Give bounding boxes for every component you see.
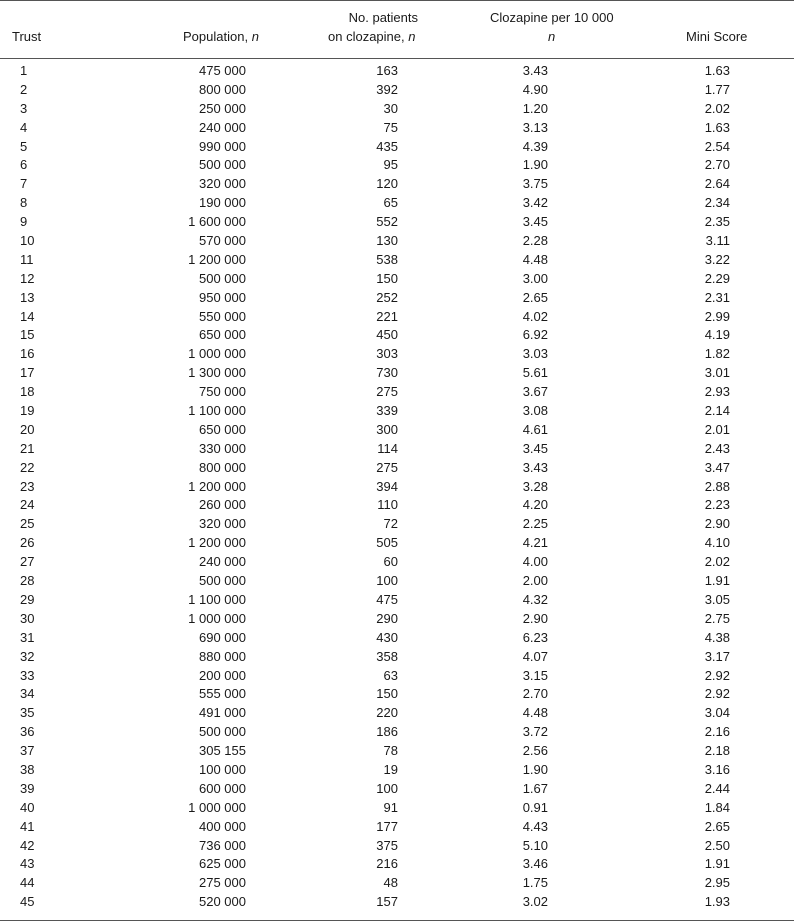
trust-cell: 3 [20,100,28,116]
mini-score-cell: 3.17 [704,648,730,664]
trust-cell: 37 [20,743,35,759]
patients-cell: 252 [376,289,398,305]
clozapine-rate-cell: 3.43 [522,459,548,475]
mini-score-cell: 2.99 [704,308,730,324]
clozapine-rate-cell: 1.75 [522,875,548,891]
patients-cell: 290 [376,610,398,626]
table-row [0,855,794,874]
mini-score-cell: 1.93 [704,894,730,910]
clozapine-rate-cell: 3.13 [522,119,548,135]
table-row [0,496,794,515]
mini-score-cell: 4.10 [704,535,730,551]
table-row [0,685,794,704]
table-row [0,515,794,534]
table-row [0,232,794,251]
patients-cell: 95 [383,157,398,173]
trust-cell: 20 [20,421,35,437]
mini-score-cell: 4.38 [704,629,730,645]
population-cell: 250 000 [199,100,246,116]
trust-cell: 44 [20,875,35,891]
mini-score-cell: 2.65 [704,818,730,834]
trust-cell: 1 [20,63,28,78]
population-cell: 990 000 [199,138,246,154]
trust-cell: 24 [20,497,35,513]
table-row [0,326,794,345]
patients-cell: 91 [383,799,398,815]
clozapine-rate-cell: 6.23 [522,629,548,645]
table-row [0,364,794,383]
table-row [0,572,794,591]
mini-score-cell: 2.92 [704,686,730,702]
population-cell: 750 000 [199,384,246,400]
patients-cell: 157 [376,894,398,910]
header-clozapine-unit [548,27,555,46]
table-bottom-rule [0,920,794,921]
trust-cell: 21 [20,440,35,456]
mini-score-cell: 2.88 [704,478,730,494]
trust-cell: 45 [20,894,35,910]
trust-cell: 17 [20,365,35,381]
patients-cell: 339 [376,403,398,419]
clozapine-rate-cell: 4.48 [522,251,548,267]
header-npatients-line2-wrap [328,27,415,46]
mini-score-cell: 2.02 [704,100,730,116]
population-cell: 500 000 [199,157,246,173]
trust-cell: 26 [20,535,35,551]
table-row [0,62,794,81]
population-cell: 500 000 [199,724,246,740]
table-row [0,270,794,289]
population-cell: 491 000 [199,705,246,721]
patients-cell: 375 [376,837,398,853]
header-clozapine: Clozapine per 10 000 [490,10,614,25]
population-cell: 650 000 [199,327,246,343]
trust-cell: 42 [20,837,35,853]
trust-cell: 4 [20,119,28,135]
population-cell: 880 000 [199,648,246,664]
trust-cell: 15 [20,327,35,343]
clozapine-rate-cell: 3.28 [522,478,548,494]
header-population-unit: n [251,29,259,44]
table-top-rule [0,0,794,1]
population-cell: 950 000 [199,289,246,305]
patients-cell: 730 [376,365,398,381]
trust-cell: 41 [20,818,35,834]
population-cell: 1 000 000 [188,346,246,362]
patients-cell: 63 [383,667,398,683]
mini-score-cell: 2.43 [704,440,730,456]
trust-cell: 34 [20,686,35,702]
clozapine-rate-cell: 2.56 [522,743,548,759]
mini-score-cell: 1.84 [704,799,730,815]
trust-cell: 10 [20,233,35,249]
patients-cell: 552 [376,214,398,230]
table-row [0,534,794,553]
population-cell: 736 000 [199,837,246,853]
population-cell: 400 000 [199,818,246,834]
trust-cell: 12 [20,270,35,286]
mini-score-cell: 2.34 [704,195,730,211]
patients-cell: 505 [376,535,398,551]
patients-cell: 100 [376,573,398,589]
population-cell: 240 000 [199,119,246,135]
table-row [0,100,794,119]
clozapine-rate-cell: 2.28 [522,233,548,249]
mini-score-cell: 2.44 [704,780,730,796]
population-cell: 100 000 [199,761,246,777]
mini-score-cell: 1.82 [704,346,730,362]
patients-cell: 110 [377,497,398,513]
mini-score-cell: 2.23 [704,497,730,513]
header-npatients-line1: No. patients [348,10,418,25]
mini-score-cell: 2.29 [704,270,730,286]
clozapine-rate-cell: 3.46 [522,856,548,872]
table-row [0,175,794,194]
clozapine-rate-cell: 2.25 [522,516,548,532]
header-population [183,27,259,46]
clozapine-rate-cell: 3.02 [522,894,548,910]
population-cell: 1 200 000 [188,478,246,494]
clozapine-rate-cell: 4.32 [522,591,548,607]
patients-cell: 358 [376,648,398,664]
trust-cell: 31 [20,629,35,645]
table-row [0,308,794,327]
clozapine-rate-cell: 1.67 [522,780,548,796]
clozapine-rate-cell: 1.90 [522,761,548,777]
table-row [0,667,794,686]
population-cell: 690 000 [199,629,246,645]
clozapine-rate-cell: 2.90 [522,610,548,626]
mini-score-cell: 1.77 [704,81,730,97]
trust-cell: 8 [20,195,28,211]
patients-cell: 450 [376,327,398,343]
trust-cell: 9 [20,214,28,230]
population-cell: 550 000 [199,308,246,324]
population-cell: 320 000 [199,176,246,192]
table-row [0,289,794,308]
population-cell: 240 000 [199,554,246,570]
clozapine-rate-cell: 3.45 [522,214,548,230]
clozapine-rate-cell: 2.65 [522,289,548,305]
trust-cell: 22 [20,459,35,475]
population-cell: 600 000 [199,780,246,796]
population-cell: 650 000 [199,421,246,437]
mini-score-cell: 1.91 [704,856,730,872]
header-population-label: Population, [183,29,249,44]
table-row [0,251,794,270]
trust-cell: 36 [20,724,35,740]
patients-cell: 100 [376,780,398,796]
header-npatients [328,8,418,27]
patients-cell: 475 [376,591,398,607]
patients-cell: 430 [376,629,398,645]
trust-cell: 19 [20,403,35,419]
clozapine-rate-cell: 6.92 [522,327,548,343]
header-npatients-line2: on clozapine, [328,29,405,44]
population-cell: 1 100 000 [188,403,246,419]
trust-cell: 29 [20,591,35,607]
patients-cell: 60 [383,554,398,570]
population-cell: 800 000 [199,459,246,475]
patients-cell: 275 [376,459,398,475]
clozapine-rate-cell: 3.15 [522,667,548,683]
population-cell: 260 000 [199,497,246,513]
mini-score-cell: 3.04 [704,705,730,721]
table-row [0,648,794,667]
patients-cell: 275 [376,384,398,400]
patients-cell: 538 [376,251,398,267]
clozapine-rate-cell: 0.91 [522,799,548,815]
trust-cell: 13 [20,289,35,305]
table-row [0,383,794,402]
table-row [0,459,794,478]
mini-score-cell: 1.91 [704,573,730,589]
table-row [0,138,794,157]
patients-cell: 392 [376,81,398,97]
mini-score-cell: 2.64 [704,176,730,192]
trust-cell: 43 [20,856,35,872]
patients-cell: 48 [383,875,398,891]
population-cell: 555 000 [199,686,246,702]
trust-cell: 11 [20,251,34,267]
population-cell: 190 000 [199,195,246,211]
trust-cell: 23 [20,478,35,494]
table-row [0,591,794,610]
population-cell: 570 000 [199,233,246,249]
mini-score-cell: 1.63 [704,63,730,78]
table-body [0,62,794,912]
clozapine-rate-cell: 4.39 [522,138,548,154]
table-row [0,837,794,856]
trust-cell: 7 [20,176,28,192]
population-cell: 1 000 000 [188,799,246,815]
clozapine-rate-cell: 4.20 [522,497,548,513]
table-row [0,742,794,761]
patients-cell: 130 [376,233,398,249]
table-row [0,81,794,100]
table-row [0,553,794,572]
header-trust: Trust [12,29,42,44]
population-cell: 800 000 [199,81,246,97]
clozapine-rate-cell: 4.21 [522,535,548,551]
population-cell: 520 000 [199,894,246,910]
patients-cell: 177 [376,818,398,834]
population-cell: 330 000 [199,440,246,456]
table-row [0,874,794,893]
clozapine-rate-cell: 2.00 [522,573,548,589]
clozapine-rate-cell: 4.61 [522,421,548,437]
patients-cell: 300 [376,421,398,437]
table-row [0,402,794,421]
trust-cell: 32 [20,648,35,664]
mini-score-cell: 3.01 [704,365,730,381]
mini-score-cell: 3.16 [704,761,730,777]
trust-cell: 30 [20,610,35,626]
clozapine-rate-cell: 3.08 [522,403,548,419]
clozapine-rate-cell: 3.75 [522,176,548,192]
clozapine-rate-cell: 1.90 [522,157,548,173]
table-row [0,440,794,459]
table-row [0,761,794,780]
mini-score-cell: 2.35 [704,214,730,230]
clozapine-rate-cell: 5.61 [522,365,548,381]
mini-score-cell: 2.14 [704,403,730,419]
mini-score-cell: 2.75 [704,610,730,626]
patients-cell: 435 [376,138,398,154]
clozapine-rate-cell: 5.10 [522,837,548,853]
trust-cell: 27 [20,554,35,570]
trust-cell: 39 [20,780,35,796]
clozapine-rate-cell: 4.90 [522,81,548,97]
clozapine-rate-cell: 1.20 [522,100,548,116]
mini-score-cell: 2.18 [704,743,730,759]
population-cell: 320 000 [199,516,246,532]
mini-score-cell: 3.22 [704,251,730,267]
clozapine-rate-cell: 4.48 [522,705,548,721]
patients-cell: 19 [383,761,398,777]
population-cell: 1 300 000 [188,365,246,381]
clozapine-rate-cell: 2.70 [522,686,548,702]
clozapine-rate-cell: 3.43 [522,63,548,78]
clozapine-rate-cell: 3.67 [522,384,548,400]
trust-cell: 6 [20,157,28,173]
patients-cell: 150 [376,686,398,702]
table-row [0,119,794,138]
patients-cell: 150 [376,270,398,286]
patients-cell: 303 [376,346,398,362]
trust-cell: 33 [20,667,35,683]
patients-cell: 114 [377,440,398,456]
population-cell: 1 100 000 [188,591,246,607]
trust-cell: 5 [20,138,28,154]
population-cell: 1 000 000 [188,610,246,626]
clozapine-rate-cell: 4.02 [522,308,548,324]
mini-score-cell: 2.50 [704,837,730,853]
population-cell: 305 155 [199,743,246,759]
table-row [0,818,794,837]
population-cell: 500 000 [199,573,246,589]
clozapine-rate-cell: 3.45 [522,440,548,456]
mini-score-cell: 3.05 [704,591,730,607]
population-cell: 500 000 [199,270,246,286]
mini-score-cell: 2.16 [704,724,730,740]
patients-cell: 221 [376,308,398,324]
trust-cell: 2 [20,81,28,97]
table-row [0,345,794,364]
header-rule [0,58,794,59]
patients-cell: 186 [376,724,398,740]
patients-cell: 120 [376,176,398,192]
table-row [0,421,794,440]
table-row [0,780,794,799]
mini-score-cell: 2.02 [704,554,730,570]
mini-score-cell: 2.95 [704,875,730,891]
trust-cell: 38 [20,761,35,777]
table-row [0,893,794,912]
table-row [0,704,794,723]
clozapine-rate-cell: 4.00 [522,554,548,570]
patients-cell: 163 [376,63,398,78]
trust-cell: 14 [20,308,35,324]
patients-cell: 75 [383,119,398,135]
patients-cell: 78 [383,743,398,759]
mini-score-cell: 3.47 [704,459,730,475]
clozapine-rate-cell: 3.42 [522,195,548,211]
population-cell: 275 000 [199,875,246,891]
clozapine-rate-cell: 3.03 [522,346,548,362]
mini-score-cell: 3.11 [705,233,730,249]
table-row [0,478,794,497]
trust-cell: 35 [20,705,35,721]
clozapine-rate-cell: 4.07 [522,648,548,664]
patients-cell: 394 [376,478,398,494]
trust-cell: 28 [20,573,35,589]
table-row [0,723,794,742]
mini-score-cell: 2.01 [704,421,730,437]
mini-score-cell: 2.93 [704,384,730,400]
header-mini-score: Mini Score [686,29,748,44]
header-clozapine-unit-text: n [548,29,556,44]
header-npatients-unit: n [408,29,416,44]
table-row [0,610,794,629]
population-cell: 1 200 000 [188,251,246,267]
table-row [0,799,794,818]
trust-cell: 25 [20,516,35,532]
population-cell: 625 000 [199,856,246,872]
mini-score-cell: 2.70 [704,157,730,173]
clozapine-rate-cell: 4.43 [522,818,548,834]
patients-cell: 216 [376,856,398,872]
mini-score-cell: 4.19 [704,327,730,343]
patients-cell: 30 [383,100,398,116]
patients-cell: 72 [383,516,398,532]
population-cell: 200 000 [199,667,246,683]
trust-cell: 16 [20,346,35,362]
patients-cell: 220 [376,705,398,721]
table-row [0,213,794,232]
population-cell: 1 600 000 [188,214,246,230]
mini-score-cell: 2.92 [704,667,730,683]
mini-score-cell: 2.90 [704,516,730,532]
population-cell: 1 200 000 [188,535,246,551]
trust-cell: 18 [20,384,35,400]
table-row [0,156,794,175]
mini-score-cell: 1.63 [704,119,730,135]
table-row [0,629,794,648]
population-cell: 475 000 [199,63,246,78]
mini-score-cell: 2.31 [704,289,730,305]
clozapine-rate-cell: 3.72 [522,724,548,740]
table-row [0,194,794,213]
mini-score-cell: 2.54 [704,138,730,154]
clozapine-rate-cell: 3.00 [522,270,548,286]
trust-cell: 40 [20,799,35,815]
patients-cell: 65 [383,195,398,211]
